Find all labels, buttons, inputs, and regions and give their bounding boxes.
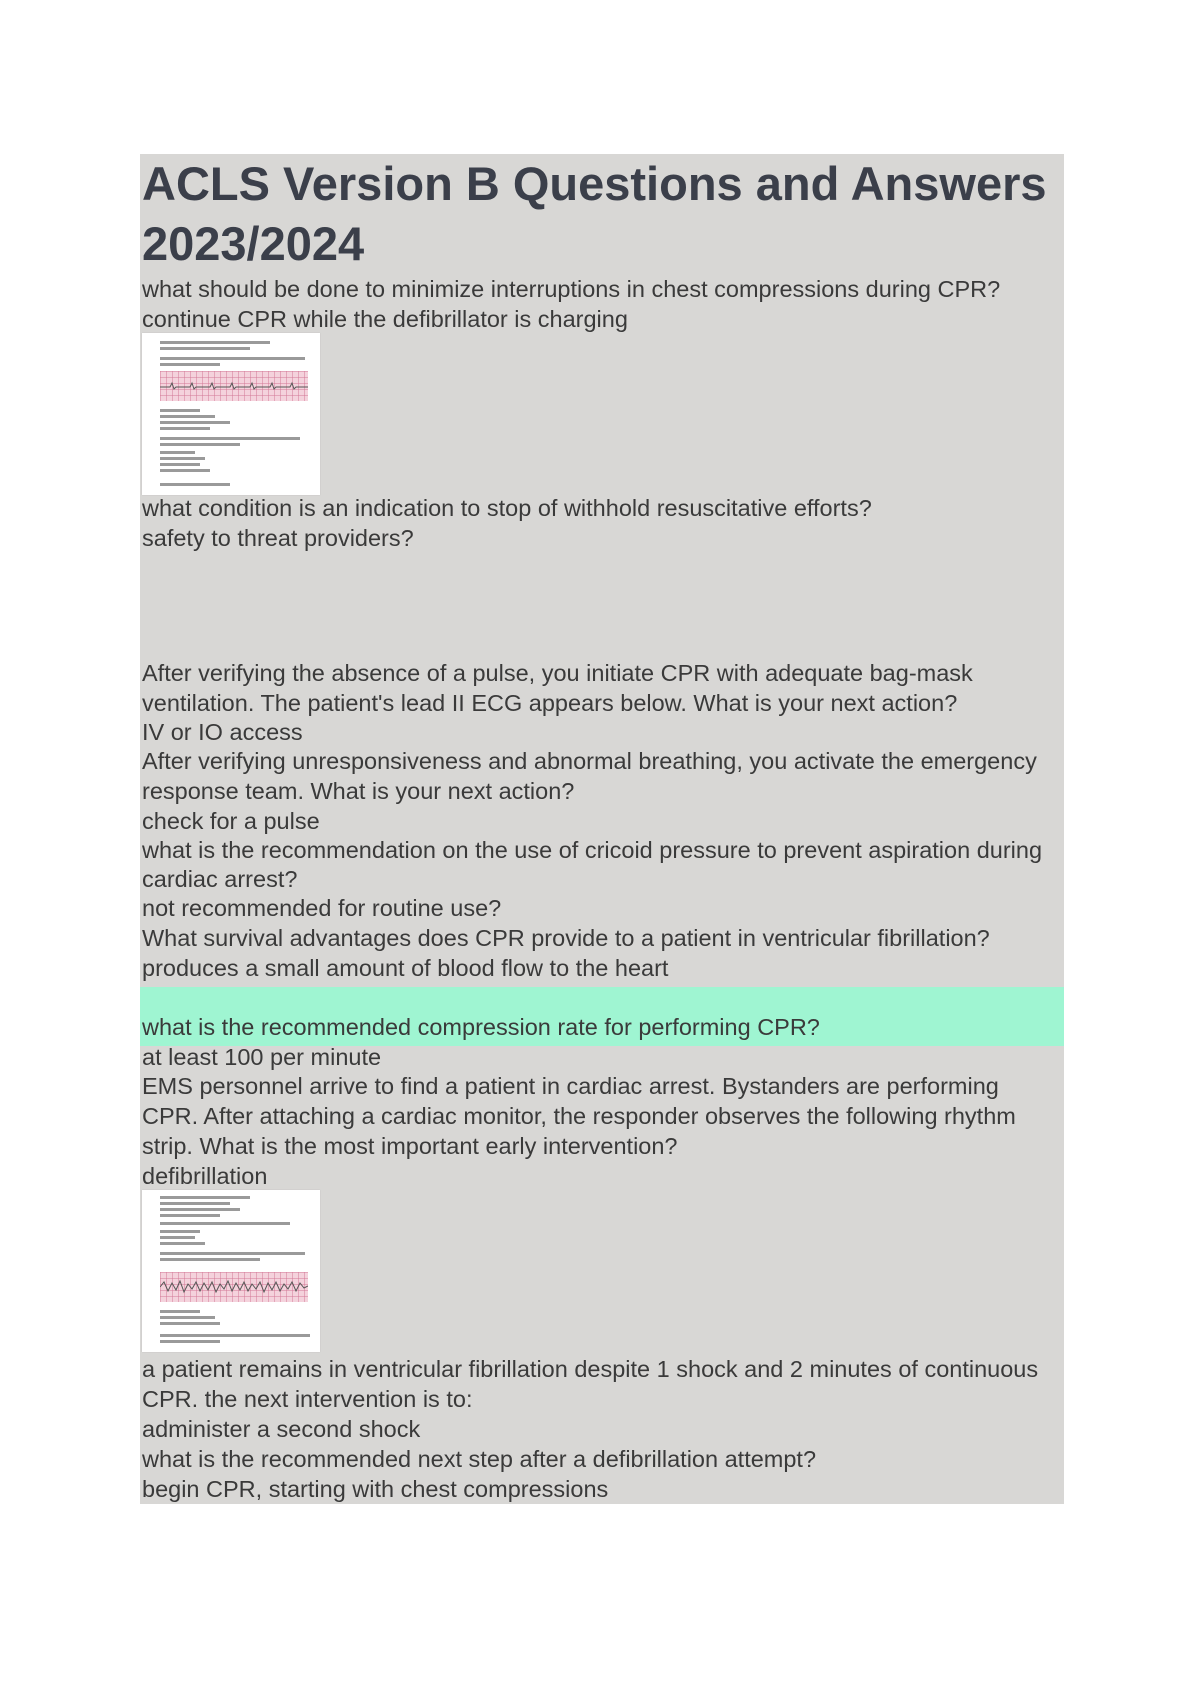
- answer-line: defibrillation: [142, 1163, 268, 1189]
- question-line: ventilation. The patient's lead II ECG appears below. What is your next action?: [142, 690, 958, 716]
- question-line: what should be done to minimize interruptions in chest compressions during CPR?: [142, 276, 1001, 302]
- question-line: What survival advantages does CPR provide to a patient in ventricular fibrillation?: [142, 925, 990, 951]
- ecg-strip-icon: [160, 371, 308, 401]
- question-line: what is the recommendation on the use of cricoid pressure to prevent aspiration during: [142, 837, 1043, 863]
- answer-line: check for a pulse: [142, 808, 320, 834]
- document-title: ACLS Version B Questions and Answers 2023/2024: [142, 157, 1047, 270]
- answer-line: not recommended for routine use?: [142, 895, 502, 921]
- ecg-page-thumbnail: [142, 1190, 320, 1352]
- question-line: a patient remains in ventricular fibrillation despite 1 shock and 2 minutes of continuous: [142, 1356, 1039, 1382]
- question-line: After verifying unresponsiveness and abnormal breathing, you activate the emergency: [142, 748, 1037, 774]
- ecg-page-thumbnail: [142, 333, 320, 495]
- question-line: what condition is an indication to stop of withhold resuscitative efforts?: [142, 495, 872, 521]
- answer-line: IV or IO access: [142, 719, 303, 745]
- answer-line: safety to threat providers?: [142, 525, 414, 551]
- answer-line: at least 100 per minute: [142, 1044, 382, 1070]
- answer-line: continue CPR while the defibrillator is charging: [142, 306, 628, 332]
- question-line: CPR. After attaching a cardiac monitor, the responder observes the following rhythm: [142, 1103, 1016, 1129]
- question-line: what is the recommended next step after a defibrillation attempt?: [142, 1446, 817, 1472]
- question-line: cardiac arrest?: [142, 866, 298, 892]
- answer-line: begin CPR, starting with chest compressions: [142, 1476, 609, 1502]
- ecg-strip-icon: [160, 1272, 308, 1302]
- question-line: CPR. the next intervention is to:: [142, 1386, 473, 1412]
- question-line: After verifying the absence of a pulse, you initiate CPR with adequate bag-mask: [142, 660, 973, 686]
- question-line: EMS personnel arrive to find a patient in cardiac arrest. Bystanders are performing: [142, 1073, 999, 1099]
- question-line: what is the recommended compression rate for performing CPR?: [142, 1014, 820, 1040]
- question-line: strip. What is the most important early intervention?: [142, 1133, 678, 1159]
- answer-line: produces a small amount of blood flow to the heart: [142, 955, 669, 981]
- question-line: response team. What is your next action?: [142, 778, 575, 804]
- answer-line: administer a second shock: [142, 1416, 421, 1442]
